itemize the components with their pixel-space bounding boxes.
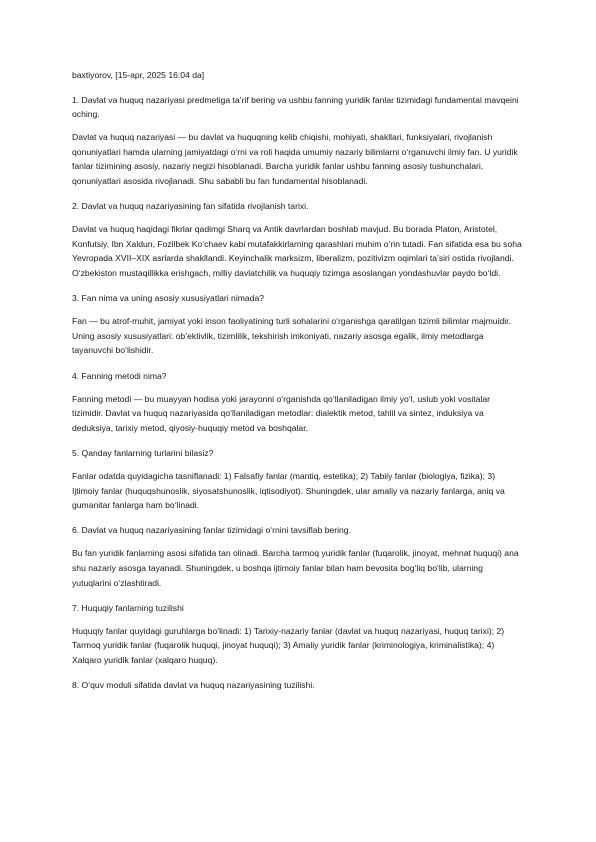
question-1: 1. Davlat va huquq nazariyasi predmetiga ta’rif bering va ushbu fanning yuridik fanlar tizimidagi fundamental mavqeini oching. xyxy=(72,94,519,120)
question-7: 7. Huquqiy fanlarning tuzilishi xyxy=(72,602,184,613)
question-3: 3. Fan nima va uning asosiy xususiyatlari nimada? xyxy=(72,293,265,304)
document-page xyxy=(72,68,522,701)
answer-1: Davlat va huquq nazariyasi — bu davlat va huquqning kelib chiqishi, mohiyati, shakllari, funksiyalari, rivojlanish qonuniyatlari hamda ularning jamiyatdagi o‘rni va roli haqida umumiy nazariy bilimlarni o‘rganuvchi ilmiy fan. U yuridik fanlar tizimining asosiy, nazariy negizi hisoblanadi. Barcha yuridik fanlar ushbu fanning asosiy tushunchalari, qonuniyatlari asosida rivojlanadi. Shu sababli bu fan fundamental hisoblanadi. xyxy=(72,132,518,187)
question-5: 5. Qanday fanlarning turlarini bilasiz? xyxy=(72,447,214,458)
answer-4: Fanning metodi — bu muayyan hodisa yoki jarayonni o‘rganishda qo‘llaniladigan ilmiy yo‘l, uslub yoki vositalar tizimidir. Davlat va huquq nazariyasida qo‘llaniladigan metodlar: dialektik metod, tahlil va sintez, induksiya va deduksiya, tarixiy metod, qiyosiy-huquqiy metod va boshqalar. xyxy=(72,393,490,433)
question-4: 4. Fanning metodi nima? xyxy=(72,370,167,381)
question-2: 2. Davlat va huquq nazariyasining fan sifatida rivojlanish tarixi. xyxy=(72,201,309,212)
answer-3: Fan — bu atrof-muhit, jamiyat yoki inson faoliyatining turli sohalarini o‘rganishga qaratilgan tizimli bilimlar majmuidir. Uning asosiy xususiyatlari: ob’ektivlik, tizimlilik, tekshirish imkoniyati, nazariy asosga egalik, ilmiy metodlarga tayanuvchi bo‘lishidir. xyxy=(72,316,511,356)
answer-7: Huquqiy fanlar quyidagi guruhlarga bo‘linadi: 1) Tarixiy-nazariy fanlar (davlat va huquq nazariyasi, huquq tarixi); 2) Tarmoq yuridik fanlar (fuqarolik huquqi, jinoyat huquqi); 3) Amaliy yuridik fanlar (kriminologiya, kriminalistika); 4) Xalqaro yuridik fanlar (xalqaro huquq). xyxy=(72,625,505,665)
answer-2: Davlat va huquq haqidagi fikrlar qadimgi Sharq va Antik davrlardan boshlab mavjud. Bu borada Platon, Aristotel, Konfutsiy, Ibn Xaldun, Fozilbek Ko‘chaev kabi mutafakkirlarning qarashlari muhim o‘rin tutadi. Fan sifatida esa bu soha Yevropada XVII–XIX asrlarda shakllandi. Keyinchalik marksizm, liberalizm, pozitivizm oqimlari ta’siri ostida rivojlandi. O‘zbekiston mustaqillikka erishgach, milliy davlatchilik va huquqiy tizimga asoslangan yondashuvlar paydo bo‘ldi. xyxy=(72,224,522,279)
message-header: baxtiyorov, [15-apr, 2025 16:04 da] xyxy=(72,70,205,80)
question-8: 8. O‘quv moduli sifatida davlat va huquq nazariyasining tuzilishi. xyxy=(72,680,315,690)
answer-6: Bu fan yuridik fanlarning asosi sifatida tan olinadi. Barcha tarmoq yuridik fanlar (fuqarolik, jinoyat, mehnat huquqi) ana shu nazariy asosga tayanadi. Shuningdek, u boshqa ijtimoiy fanlar bilan ham bevosita bog‘liq bo‘lib, ularning yutuqlarini o‘zlashtiradi. xyxy=(72,548,519,588)
answer-5: Fanlar odatda quyidagicha tasniflanadi: 1) Falsafiy fanlar (mantiq, estetika); 2) Tabiiy fanlar (biologiya, fizika); 3) Ijtimoiy fanlar (huquqshunoslik, siyosatshunoslik, iqtisodiyot). Shuningdek, ular amaliy va nazariy fanlarga, aniq va gumanitar fanlarga ham bo‘linadi. xyxy=(72,470,505,511)
question-6: 6. Davlat va huquq nazariyasining fanlar tizimidagi o‘rnini tavsiflab bering. xyxy=(72,525,351,536)
